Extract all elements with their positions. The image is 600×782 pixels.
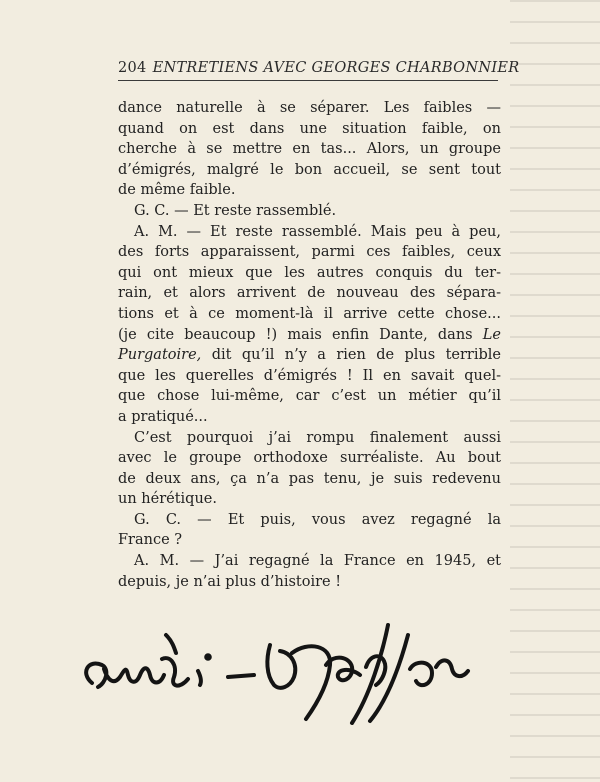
text-line: depuis, je n’ai plus d’histoire !: [118, 573, 342, 590]
page-number: 204: [118, 60, 147, 76]
text-line: que chose lui-même, car c’est un métier qu’il: [118, 388, 501, 405]
text-line: cherche à se mettre en tas... Alors, un groupe: [118, 141, 501, 158]
text-line: quand on est dans une situation faible, on: [118, 120, 501, 137]
text-line: [118, 325, 501, 346]
text-line: un hérétique.: [118, 491, 217, 508]
text-line: C’est pourquoi j’ai rompu finalement aussi: [134, 429, 501, 446]
text-line: des forts apparaissent, parmi ces faibles, ceux: [118, 244, 501, 261]
text-segment: (je cite beaucoup !) mais enfin Dante, dans: [118, 326, 473, 343]
text-line: qui ont mieux que les autres conquis du ter-: [118, 264, 501, 281]
running-header: [118, 60, 520, 76]
show-through-text: [510, 0, 600, 782]
italic-title: Purgatoire,: [118, 347, 202, 364]
text-line: tions et à ce moment-là il arrive cette chose...: [118, 305, 501, 322]
text-segment: dit qu’il n’y a rien de plus terrible: [211, 347, 501, 364]
italic-title: Le: [482, 326, 502, 343]
body-text: [118, 98, 501, 592]
text-line: dance naturelle à se séparer. Les faibles —: [118, 100, 501, 116]
text-line: rain, et alors arrivent de nouveau des sépara-: [118, 285, 501, 302]
text-line: a pratiqué...: [118, 408, 208, 425]
text-line: de même faible.: [118, 182, 236, 199]
running-title: ENTRETIENS AVEC GEORGES CHARBONNIER: [152, 60, 520, 76]
text-line: de deux ans, ça n’a pas tenu, je suis redevenu: [118, 470, 501, 487]
text-line: G. C. — Et puis, vous avez regagné la: [134, 511, 501, 528]
text-line: [118, 345, 501, 366]
text-line: d’émigrés, malgré le bon accueil, se sent tout: [118, 161, 501, 178]
text-line: avec le groupe orthodoxe surréaliste. Au bout: [118, 450, 501, 467]
handwritten-signature: [70, 595, 510, 725]
text-line: A. M. — J’ai regagné la France en 1945, et: [134, 553, 501, 570]
text-line: G. C. — Et reste rassemblé.: [134, 202, 337, 219]
header-rule: [118, 80, 498, 81]
text-line: que les querelles d’émigrés ! Il en savait quel-: [118, 367, 501, 384]
text-line: France ?: [118, 532, 183, 549]
text-line: A. M. — Et reste rassemblé. Mais peu à peu,: [134, 223, 501, 240]
